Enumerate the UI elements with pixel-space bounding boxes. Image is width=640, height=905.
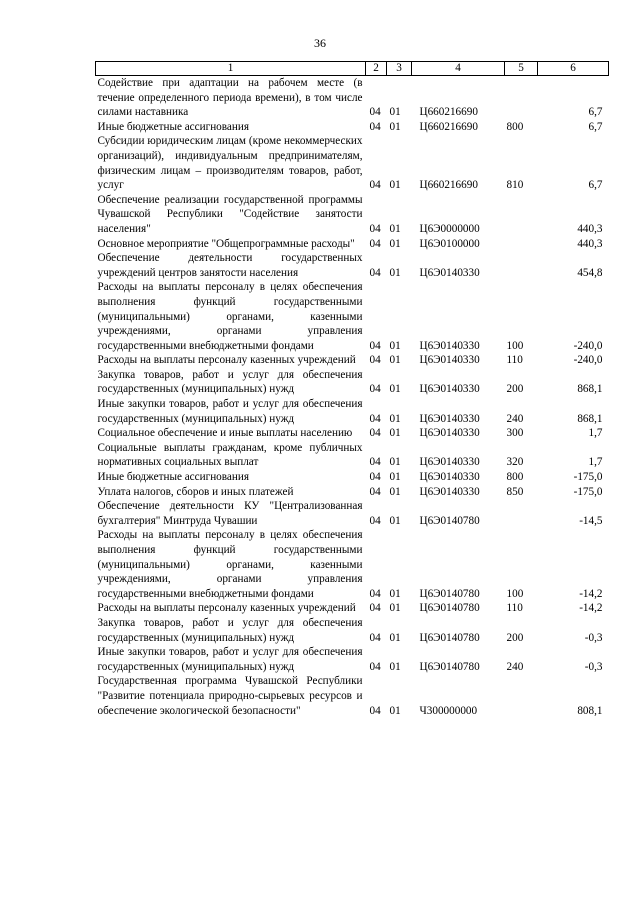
table-header: [96, 62, 609, 76]
row-name: Субсидии юридическим лицам (кроме некоммерческих организаций), индивидуальным предпринимателям, физическим лицам – производителям товаров, работ, услуг: [97, 135, 363, 192]
row-section: 04: [369, 266, 381, 279]
page-number: 36: [314, 36, 326, 50]
row-section: 04: [369, 179, 381, 192]
row-name: Иные закупки товаров, работ и услуг для обеспечения государственных (муниципальных) нужд: [97, 398, 363, 425]
row-expense-type: [505, 674, 538, 718]
row-amount: 440,3: [577, 222, 603, 235]
row-target-article: Ц660216690: [419, 106, 478, 119]
row-amount: 1,7: [588, 427, 603, 440]
row-amount: -175,0: [573, 485, 603, 498]
row-amount: 6,7: [588, 106, 603, 119]
row-subsection: 01: [389, 383, 401, 396]
row-section: 04: [369, 339, 381, 352]
row-subsection: 01: [389, 120, 401, 133]
table-row: [96, 193, 609, 237]
table-row: [96, 134, 609, 192]
row-section: 04: [369, 514, 381, 527]
row-amount: 868,1: [577, 383, 603, 396]
row-name: Расходы на выплаты персоналу в целях обеспечения выполнения функций государственными (муниципальными) органами, казенными учреждениями, органами управления государственными внебюджетными фондами: [97, 529, 363, 600]
row-name: Расходы на выплаты персоналу казенных учреждений: [97, 354, 356, 367]
row-target-article: Ц6Э0140780: [419, 660, 480, 673]
row-section: 04: [369, 222, 381, 235]
row-target-article: Ц6Э0000000: [419, 222, 480, 235]
row-section: 04: [369, 120, 381, 133]
row-amount: -0,3: [584, 631, 603, 644]
row-name: Иные закупки товаров, работ и услуг для обеспечения государственных (муниципальных) нужд: [97, 646, 363, 673]
row-expense-type: 240: [506, 412, 524, 425]
table-row: [96, 616, 609, 645]
row-subsection: 01: [389, 602, 401, 615]
row-subsection: 01: [389, 237, 401, 250]
row-expense-type: 300: [506, 427, 524, 440]
row-subsection: 01: [389, 339, 401, 352]
row-expense-type: 810: [506, 179, 524, 192]
table-row: [96, 674, 609, 718]
row-amount: 6,7: [588, 179, 603, 192]
row-expense-type: 100: [506, 587, 524, 600]
row-section: 04: [369, 471, 381, 484]
row-expense-type: 100: [506, 339, 524, 352]
row-target-article: Ц6Э0140780: [419, 631, 480, 644]
row-target-article: Ц6Э0140330: [419, 383, 480, 396]
row-target-article: Ц6Э0140330: [419, 412, 480, 425]
row-target-article: Ц6Э0140780: [419, 587, 480, 600]
row-target-article: Ц6Э0140330: [419, 471, 480, 484]
row-subsection: 01: [389, 354, 401, 367]
row-subsection: 01: [389, 704, 401, 717]
row-target-article: Ц6Э0140330: [419, 485, 480, 498]
row-target-article: Ц6Э0140330: [419, 339, 480, 352]
row-name: Обеспечение реализации государственной программы Чувашской Республики "Содействие занятости населения": [97, 193, 363, 235]
row-amount: -240,0: [573, 354, 603, 367]
row-subsection: 01: [389, 456, 401, 469]
row-target-article: Ц6Э0140330: [419, 456, 480, 469]
row-section: 04: [369, 631, 381, 644]
table-row: [96, 601, 609, 616]
budget-table: [95, 61, 609, 718]
header-row: [96, 62, 609, 76]
row-subsection: 01: [389, 587, 401, 600]
row-subsection: 01: [389, 266, 401, 279]
row-amount: -14,2: [579, 602, 603, 615]
table-row: [96, 76, 609, 120]
row-target-article: Ц6Э0140780: [419, 514, 480, 527]
row-section: 04: [369, 660, 381, 673]
row-name: Социальное обеспечение и иные выплаты населению: [97, 427, 353, 440]
table-row: [96, 645, 609, 674]
table-row: [96, 528, 609, 601]
row-subsection: 01: [389, 631, 401, 644]
table-row: [96, 470, 609, 485]
table-row: [96, 280, 609, 353]
row-name: Иные бюджетные ассигнования: [97, 471, 249, 484]
row-expense-type: 110: [506, 602, 523, 615]
row-name: Закупка товаров, работ и услуг для обеспечения государственных (муниципальных) нужд: [97, 616, 363, 644]
row-amount: -175,0: [573, 471, 603, 484]
row-name: Содействие при адаптации на рабочем месте (в течение определенного периода времени), в том числе силами наставника: [97, 77, 363, 119]
row-expense-type: [505, 237, 538, 252]
row-target-article: Ц6Э0140330: [419, 427, 480, 440]
row-target-article: Ц6Э0140330: [419, 354, 480, 367]
row-expense-type: 110: [506, 354, 523, 367]
row-name: Закупка товаров, работ и услуг для обеспечения государственных (муниципальных) нужд: [97, 368, 363, 396]
table-row: [96, 426, 609, 441]
table-row: [96, 237, 609, 252]
row-name: Основное мероприятие "Общепрограммные расходы": [97, 237, 355, 250]
row-expense-type: 320: [506, 456, 524, 469]
table-row: [96, 397, 609, 426]
row-name: Обеспечение деятельности КУ "Централизованная бухгалтерия" Минтруда Чувашии: [97, 500, 363, 527]
row-amount: 440,3: [577, 237, 603, 250]
row-name: Иные бюджетные ассигнования: [97, 120, 249, 133]
row-amount: 1,7: [588, 456, 603, 469]
row-expense-type: 850: [506, 485, 524, 498]
row-section: 04: [369, 427, 381, 440]
row-amount: -240,0: [573, 339, 603, 352]
row-section: 04: [369, 106, 381, 119]
row-subsection: 01: [389, 427, 401, 440]
table-row: [96, 441, 609, 470]
row-target-article: Ц660216690: [419, 120, 478, 133]
row-expense-type: 800: [506, 471, 524, 484]
row-subsection: 01: [389, 412, 401, 425]
table-row: [96, 120, 609, 135]
row-expense-type: [505, 76, 538, 120]
row-subsection: 01: [389, 660, 401, 673]
row-section: 04: [369, 587, 381, 600]
row-section: 04: [369, 383, 381, 396]
row-section: 04: [369, 704, 381, 717]
row-name: Расходы на выплаты персоналу казенных учреждений: [97, 602, 356, 615]
row-expense-type: 200: [506, 383, 524, 396]
row-section: 04: [369, 456, 381, 469]
row-name: Уплата налогов, сборов и иных платежей: [97, 485, 294, 498]
row-subsection: 01: [389, 485, 401, 498]
row-amount: -14,2: [579, 587, 603, 600]
row-name: Социальные выплаты гражданам, кроме публичных нормативных социальных выплат: [97, 441, 363, 469]
header-col-amount: 6: [538, 62, 609, 76]
row-amount: 868,1: [577, 412, 603, 425]
header-col-subsection: 3: [387, 62, 412, 76]
row-section: 04: [369, 354, 381, 367]
table-row: [96, 368, 609, 397]
row-subsection: 01: [389, 106, 401, 119]
row-expense-type: [505, 251, 538, 280]
table-row: [96, 499, 609, 528]
header-col-section: 2: [366, 62, 387, 76]
row-target-article: Ц660216690: [419, 179, 478, 192]
row-expense-type: 240: [506, 660, 524, 673]
header-col-expense-type: 5: [505, 62, 538, 76]
row-amount: 6,7: [588, 120, 603, 133]
table-body: [96, 76, 609, 719]
row-expense-type: 800: [506, 120, 524, 133]
table-row: [96, 353, 609, 368]
table-row: [96, 485, 609, 500]
table-row: [96, 251, 609, 280]
row-target-article: Ц6Э0100000: [419, 237, 480, 250]
row-section: 04: [369, 485, 381, 498]
row-name: Обеспечение деятельности государственных учреждений центров занятости населения: [97, 252, 363, 279]
row-name: Расходы на выплаты персоналу в целях обеспечения выполнения функций государственными (муниципальными) органами, казенными учреждениями, органами управления государственными внебюджетными фондами: [97, 281, 363, 352]
row-target-article: Ц6Э0140330: [419, 266, 480, 279]
row-subsection: 01: [389, 471, 401, 484]
row-subsection: 01: [389, 179, 401, 192]
row-expense-type: [505, 499, 538, 528]
row-amount: -14,5: [579, 514, 603, 527]
row-section: 04: [369, 602, 381, 615]
row-target-article: Ц6Э0140780: [419, 602, 480, 615]
row-expense-type: 200: [506, 631, 524, 644]
row-section: 04: [369, 237, 381, 250]
row-amount: -0,3: [584, 660, 603, 673]
row-subsection: 01: [389, 222, 401, 235]
row-name: Государственная программа Чувашской Республики "Развитие потенциала природно-сырьевых ресурсов и обеспечение экологической безопасности": [97, 675, 363, 717]
header-col-target-article: 4: [412, 62, 505, 76]
row-amount: 808,1: [577, 704, 603, 717]
row-amount: 454,8: [577, 266, 603, 279]
header-col-name: 1: [96, 62, 366, 76]
row-section: 04: [369, 412, 381, 425]
row-subsection: 01: [389, 514, 401, 527]
row-expense-type: [505, 193, 538, 237]
row-target-article: Ч300000000: [419, 704, 478, 717]
